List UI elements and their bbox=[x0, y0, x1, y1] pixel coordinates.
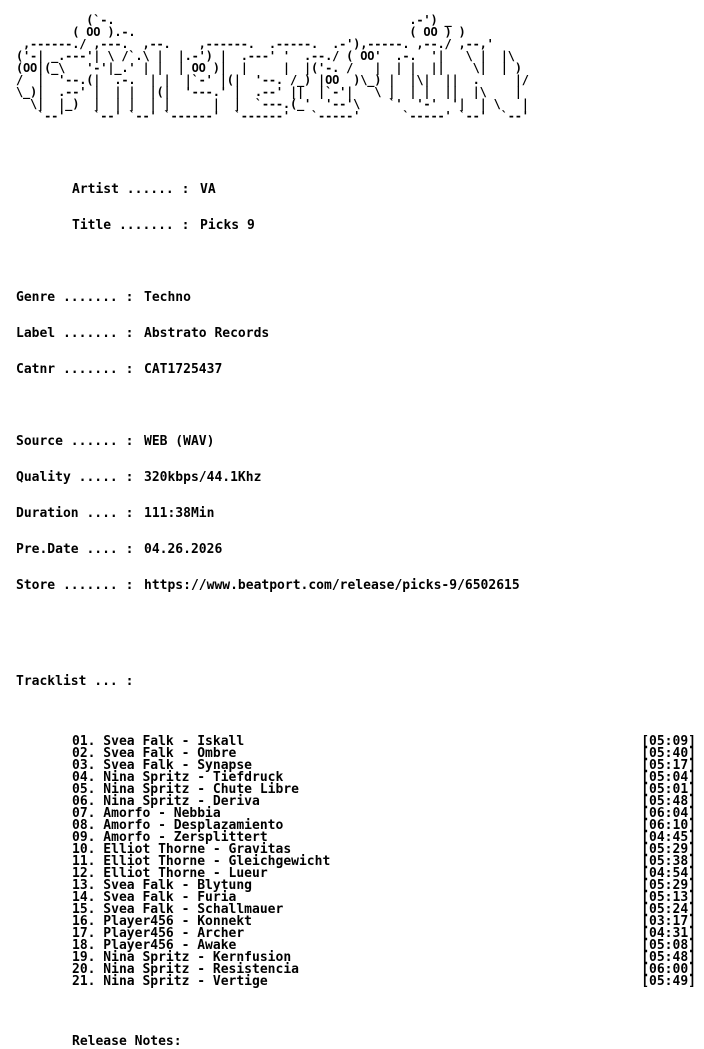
artist-label: Artist ...... : bbox=[72, 182, 190, 197]
track-title: 10. Elliot Thorne - Gravitas bbox=[72, 842, 292, 857]
track-duration: [05:40] bbox=[641, 746, 696, 761]
label-label: Label ....... : bbox=[16, 326, 134, 341]
track-duration: [05:49] bbox=[641, 974, 696, 989]
catnr-value: CAT1725437 bbox=[144, 362, 223, 377]
track-duration: [04:31] bbox=[641, 926, 696, 941]
tracklist-heading bbox=[16, 652, 704, 712]
track-duration: [05:08] bbox=[641, 938, 696, 953]
track-duration: [05:04] bbox=[641, 770, 696, 785]
predate-value: 04.26.2026 bbox=[144, 542, 223, 557]
track-duration: [05:09] bbox=[641, 734, 696, 749]
track-title: 16. Player456 - Konnekt bbox=[72, 914, 253, 929]
track-title: 15. Svea Falk - Schallmauer bbox=[72, 902, 284, 917]
track-title: 02. Svea Falk - Ombre bbox=[72, 746, 237, 761]
source-value: WEB (WAV) bbox=[144, 434, 215, 449]
track-title: 12. Elliot Thorne - Lueur bbox=[72, 866, 268, 881]
tracklist bbox=[16, 736, 696, 988]
track-row bbox=[72, 976, 696, 988]
ascii-logo: (`-. .-') _ ( OO ).-. ( OO ) ) ,------./ ,---. ,--. ,------. .-----. .-'),-----. ,--./ ,--,' ('-| _.---'| \ /`.\ | |.-') | .---' ' .--./ ( OO' .-. '| \ | |\ (OO|(_\ '-'|_.' | | | OO )| | | |('-. / | | | || \| | ) / | '--.(| .-. | | |`-' |(| '--. /_) |OO )\_) | |\| || . |/ \_)| .--' | | | |(| '---.' | .--' || |`-'| \ | | | || |\ | \| |_) | | | | | | | `---.(_' '--'\ `' '-' '| | \ | `--' `--' `--' `------' `------' `-----' `-----' `--' `--' bbox=[16, 13, 529, 123]
source-label: Source ...... : bbox=[16, 434, 134, 449]
track-row bbox=[72, 964, 696, 976]
track-title: 14. Svea Falk - Furia bbox=[72, 890, 237, 905]
track-title: 09. Amorfo - Zersplittert bbox=[72, 830, 268, 845]
track-row bbox=[72, 940, 696, 952]
track-duration: [03:17] bbox=[641, 914, 696, 929]
quality-value: 320kbps/44.1Khz bbox=[144, 470, 262, 485]
track-duration: [05:17] bbox=[641, 758, 696, 773]
track-duration: [05:24] bbox=[641, 902, 696, 917]
track-duration: [06:10] bbox=[641, 818, 696, 833]
title-label: Title ....... : bbox=[72, 218, 190, 233]
track-title: 06. Nina Spritz - Deriva bbox=[72, 794, 260, 809]
track-duration: [05:48] bbox=[641, 950, 696, 965]
store-link[interactable]: https://www.beatport.com/release/picks-9/6502615 bbox=[144, 578, 520, 593]
genre-row bbox=[16, 292, 704, 304]
track-row bbox=[72, 952, 696, 964]
quality-row bbox=[16, 472, 704, 484]
label-value: Abstrato Records bbox=[144, 326, 270, 341]
track-title: 13. Svea Falk - Blytung bbox=[72, 878, 253, 893]
predate-row bbox=[16, 544, 704, 556]
catnr-label: Catnr ....... : bbox=[16, 362, 134, 377]
store-label: Store ....... : bbox=[16, 578, 134, 593]
track-title: 19. Nina Spritz - Kernfusion bbox=[72, 950, 292, 965]
catnr-row bbox=[16, 364, 704, 376]
track-duration: [04:54] bbox=[641, 866, 696, 881]
release-notes-heading: Release Notes: bbox=[72, 1034, 182, 1049]
track-duration: [05:13] bbox=[641, 890, 696, 905]
genre-label: Genre ....... : bbox=[16, 290, 134, 305]
duration-value: 111:38Min bbox=[144, 506, 215, 521]
genre-value: Techno bbox=[144, 290, 191, 305]
artist-value: VA bbox=[200, 182, 216, 197]
track-title: 21. Nina Spritz - Vertige bbox=[72, 974, 268, 989]
duration-label: Duration .... : bbox=[16, 506, 134, 521]
source-section bbox=[16, 412, 704, 616]
track-duration: [05:38] bbox=[641, 854, 696, 869]
track-duration: [05:29] bbox=[641, 842, 696, 857]
track-duration: [06:04] bbox=[641, 806, 696, 821]
track-row bbox=[72, 928, 696, 940]
track-duration: [06:00] bbox=[641, 962, 696, 977]
track-title: 11. Elliot Thorne - Gleichgewicht bbox=[72, 854, 331, 869]
track-row bbox=[72, 916, 696, 928]
track-title: 18. Player456 - Awake bbox=[72, 938, 237, 953]
track-title: 08. Amorfo - Desplazamiento bbox=[72, 818, 284, 833]
quality-label: Quality ..... : bbox=[16, 470, 134, 485]
track-title: 20. Nina Spritz - Resistencia bbox=[72, 962, 299, 977]
track-title: 01. Svea Falk - Iskall bbox=[72, 734, 245, 749]
track-title: 17. Player456 - Archer bbox=[72, 926, 245, 941]
track-title: 03. Svea Falk - Synapse bbox=[72, 758, 253, 773]
track-title: 05. Nina Spritz - Chute Libre bbox=[72, 782, 299, 797]
tracklist-label: Tracklist ... : bbox=[16, 674, 134, 689]
title-row bbox=[72, 220, 704, 232]
artist-row bbox=[72, 184, 704, 196]
info-section bbox=[16, 268, 704, 400]
source-row bbox=[16, 436, 704, 448]
track-duration: [05:01] bbox=[641, 782, 696, 797]
track-duration: [05:48] bbox=[641, 794, 696, 809]
title-value: Picks 9 bbox=[200, 218, 255, 233]
track-duration: [05:29] bbox=[641, 878, 696, 893]
label-row bbox=[16, 328, 704, 340]
track-title: 07. Amorfo - Nebbia bbox=[72, 806, 221, 821]
release-section bbox=[16, 160, 704, 256]
store-row bbox=[16, 580, 704, 592]
predate-label: Pre.Date .... : bbox=[16, 542, 134, 557]
duration-row bbox=[16, 508, 704, 520]
track-duration: [04:45] bbox=[641, 830, 696, 845]
track-title: 04. Nina Spritz - Tiefdruck bbox=[72, 770, 284, 785]
nfo-document bbox=[16, 14, 704, 1048]
